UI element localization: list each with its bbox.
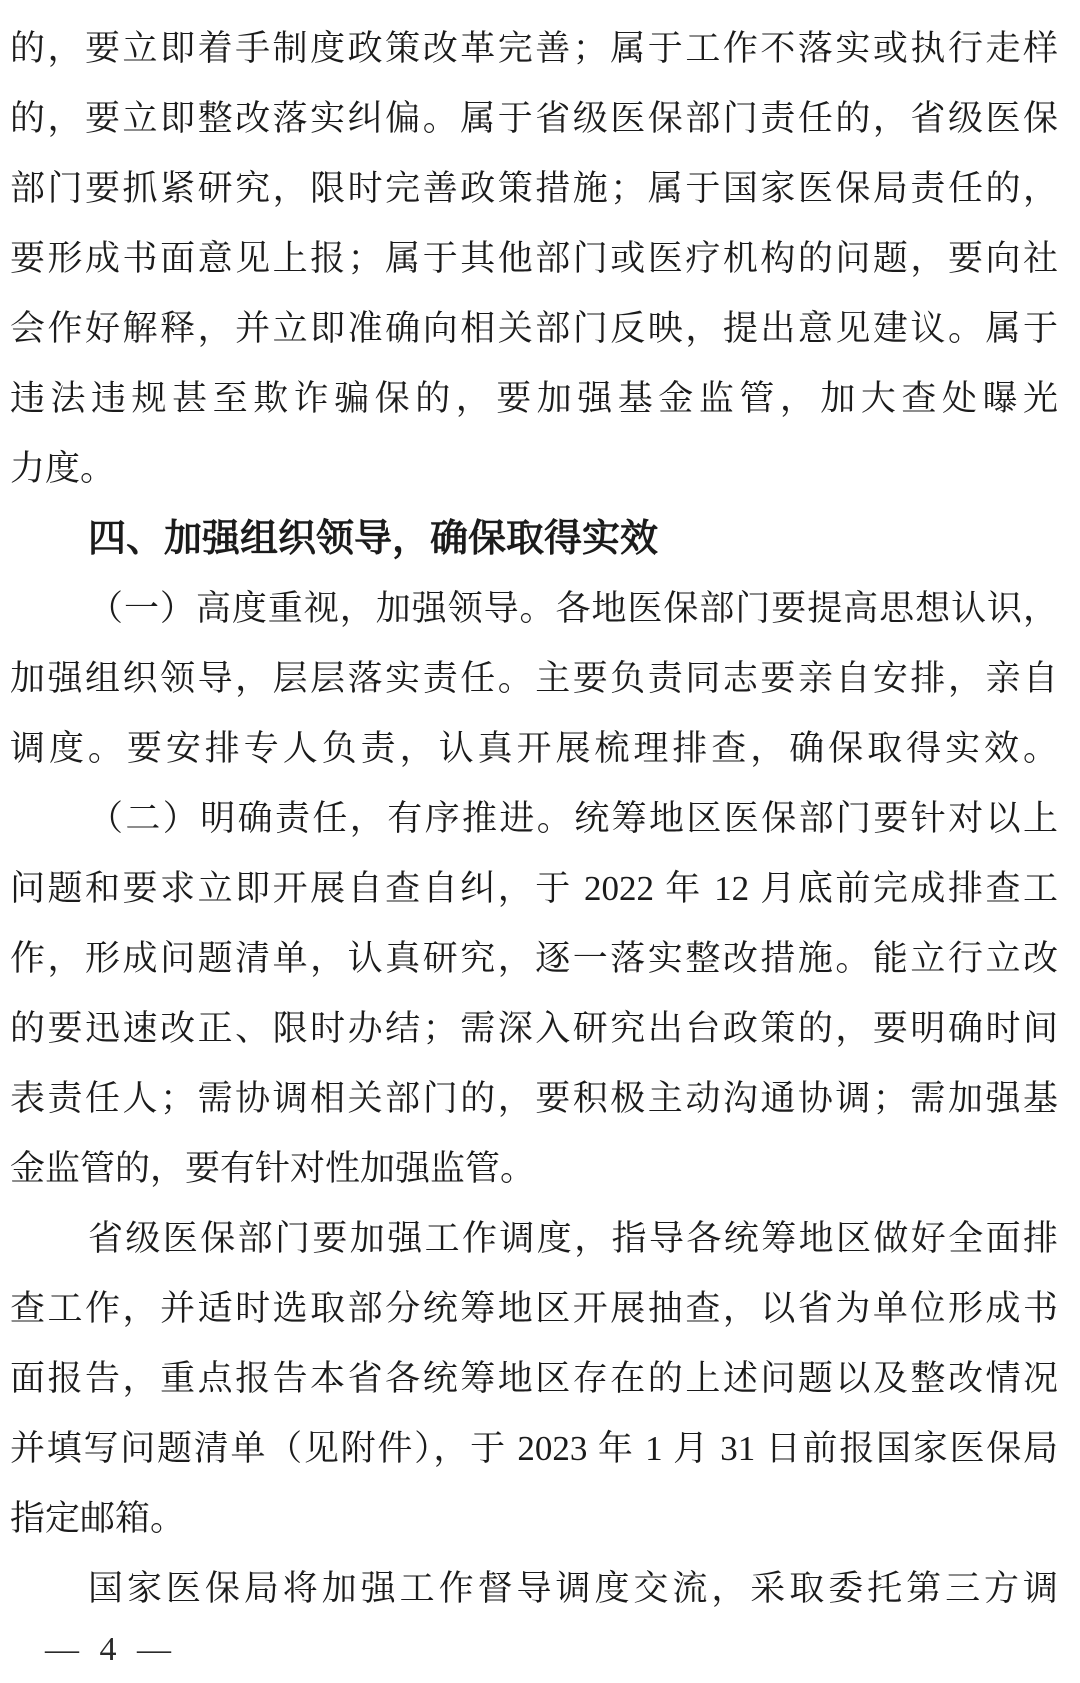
text-line: 的，要立即着手制度政策改革完善；属于工作不落实或执行走样 bbox=[10, 29, 1058, 68]
text-line: 的，要立即整改落实纠偏。属于省级医保部门责任的，省级医保 bbox=[10, 99, 1058, 138]
text-line: （二）明确责任，有序推进。统筹地区医保部门要针对以上 bbox=[88, 799, 1058, 838]
text-line: 并填写问题清单（见附件），于 2023 年 1 月 31 日前报国家医保局 bbox=[10, 1429, 1058, 1468]
text-line: （一）高度重视，加强领导。各地医保部门要提高思想认识， bbox=[88, 589, 1058, 628]
document-lines bbox=[10, 14, 1058, 1624]
text-line: 要形成书面意见上报；属于其他部门或医疗机构的问题，要向社 bbox=[10, 239, 1058, 278]
text-line: 部门要抓紧研究，限时完善政策措施；属于国家医保局责任的， bbox=[10, 169, 1058, 208]
text-line: 作，形成问题清单，认真研究，逐一落实整改措施。能立行立改 bbox=[10, 939, 1058, 978]
text-line: 调度。要安排专人负责，认真开展梳理排查，确保取得实效。 bbox=[10, 729, 1058, 768]
text-line: 会作好解释，并立即准确向相关部门反映，提出意见建议。属于 bbox=[10, 309, 1058, 348]
page-number: — 4 — bbox=[45, 1631, 177, 1668]
text-line: 面报告，重点报告本省各统筹地区存在的上述问题以及整改情况 bbox=[10, 1359, 1058, 1398]
text-line: 国家医保局将加强工作督导调度交流，采取委托第三方调 bbox=[88, 1569, 1058, 1608]
section-heading: 四、加强组织领导，确保取得实效 bbox=[88, 518, 659, 560]
text-line: 问题和要求立即开展自查自纠，于 2022 年 12 月底前完成排查工 bbox=[10, 869, 1058, 908]
text-line: 查工作，并适时选取部分统筹地区开展抽查，以省为单位形成书 bbox=[10, 1289, 1058, 1328]
text-line: 省级医保部门要加强工作调度，指导各统筹地区做好全面排 bbox=[88, 1219, 1058, 1258]
text-line: 指定邮箱。 bbox=[10, 1499, 186, 1538]
text-line: 加强组织领导，层层落实责任。主要负责同志要亲自安排，亲自 bbox=[10, 659, 1058, 698]
text-line: 表责任人；需协调相关部门的，要积极主动沟通协调；需加强基 bbox=[10, 1079, 1058, 1118]
text-line: 的要迅速改正、限时办结；需深入研究出台政策的，要明确时间 bbox=[10, 1009, 1058, 1048]
text-line: 金监管的，要有针对性加强监管。 bbox=[10, 1149, 536, 1188]
text-line: 违法违规甚至欺诈骗保的，要加强基金监管，加大查处曝光 bbox=[10, 379, 1058, 418]
text-line: 力度。 bbox=[10, 449, 116, 488]
